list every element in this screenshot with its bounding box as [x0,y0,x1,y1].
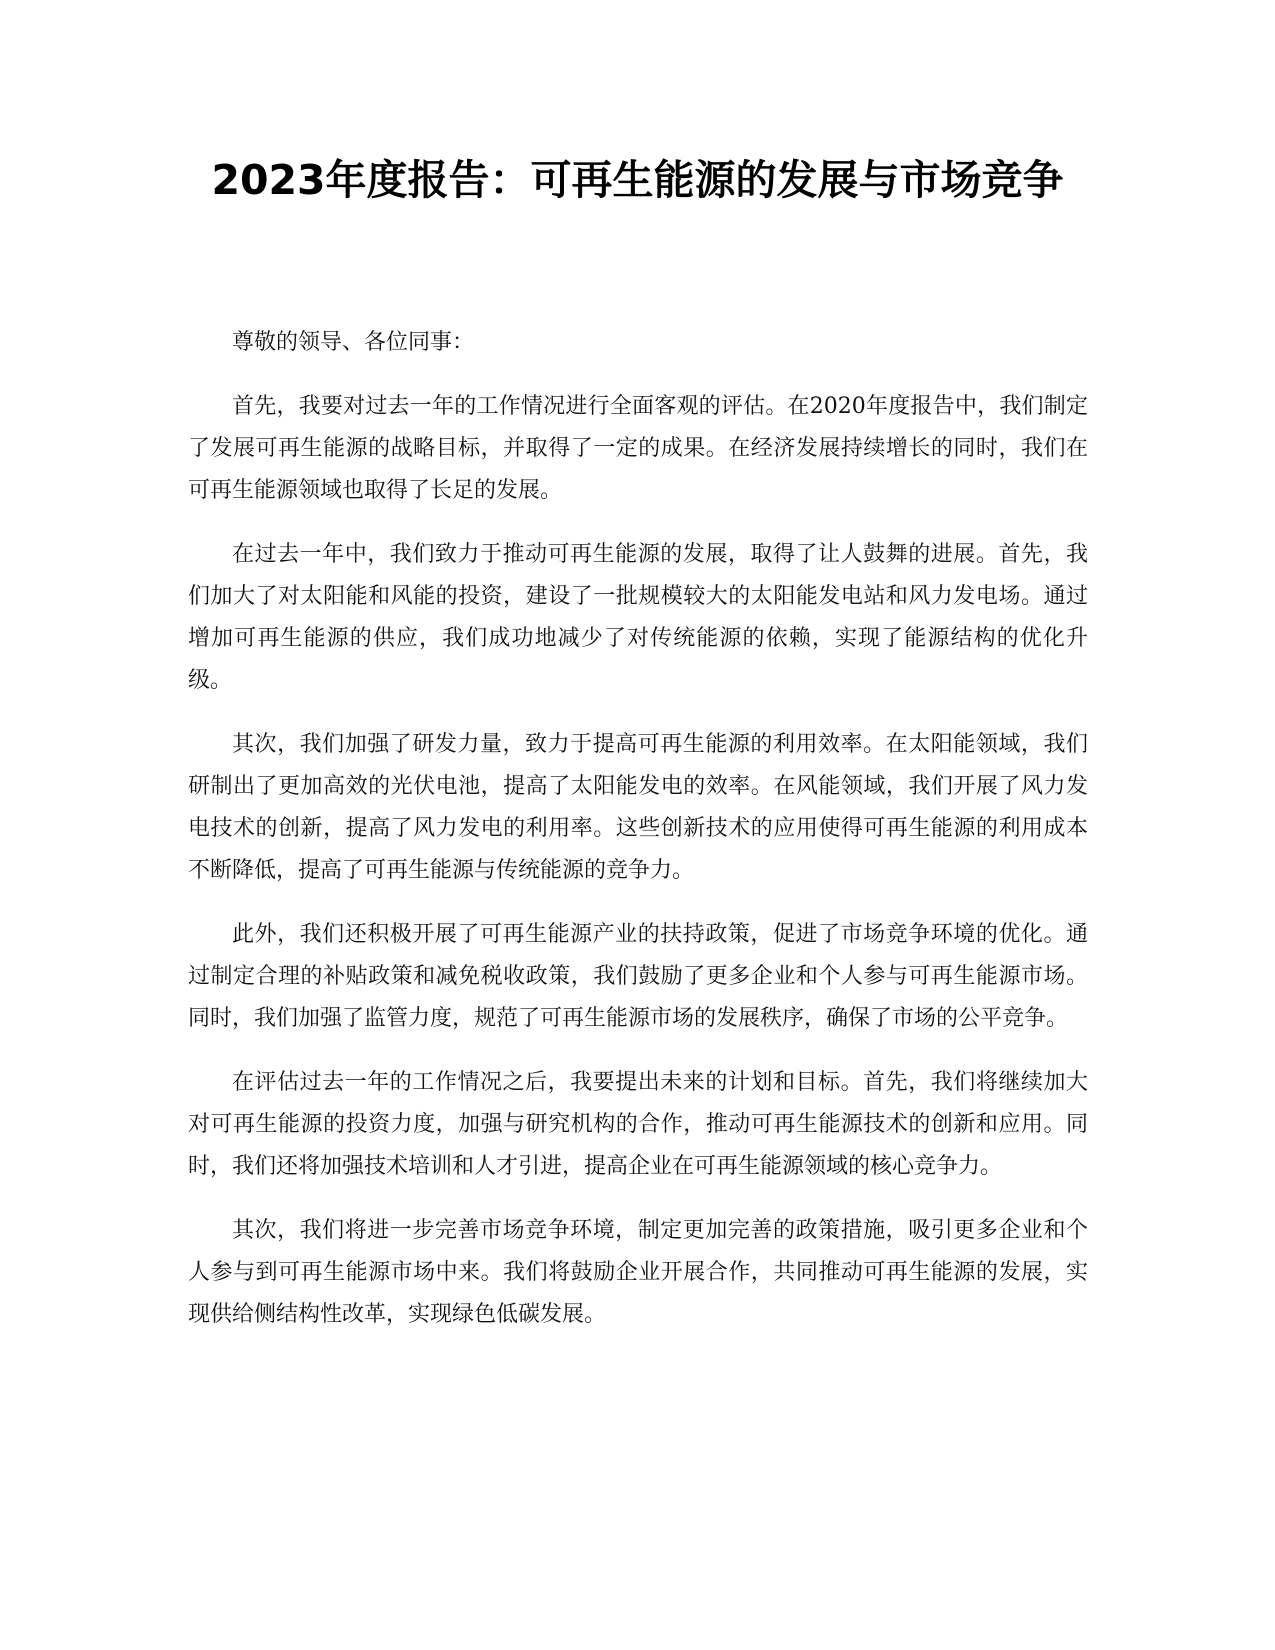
document-title: 2023年度报告：可再生能源的发展与市场竞争 [211,156,1064,204]
paragraph: 其次，我们加强了研发力量，致力于提高可再生能源的利用效率。在太阳能领域，我们研制出了更加高效的光伏电池，提高了太阳能发电的效率。在风能领域，我们开展了风力发电技术的创新，提高了风力发电的利用率。这些创新技术的应用使得可再生能源的利用成本不断降低，提高了可再生能源与传统能源的竞争力。 [188,732,1088,883]
paragraph: 在评估过去一年的工作情况之后，我要提出未来的计划和目标。首先，我们将继续加大对可再生能源的投资力度，加强与研究机构的合作，推动可再生能源技术的创新和应用。同时，我们还将加强技术培训和人才引进，提高企业在可再生能源领域的核心竞争力。 [188,1070,1088,1179]
paragraph: 在过去一年中，我们致力于推动可再生能源的发展，取得了让人鼓舞的进展。首先，我们加大了对太阳能和风能的投资，建设了一批规模较大的太阳能发电站和风力发电场。通过增加可再生能源的供应，我们成功地减少了对传统能源的依赖，实现了能源结构的优化升级。 [188,542,1088,693]
document-body [188,322,1088,1358]
salutation: 尊敬的领导、各位同事： [232,330,475,355]
paragraph: 首先，我要对过去一年的工作情况进行全面客观的评估。在2020年度报告中，我们制定了发展可再生能源的战略目标，并取得了一定的成果。在经济发展持续增长的同时，我们在可再生能源领域也取得了长足的发展。 [188,394,1088,503]
paragraph: 此外，我们还积极开展了可再生能源产业的扶持政策，促进了市场竞争环境的优化。通过制定合理的补贴政策和减免税收政策，我们鼓励了更多企业和个人参与可再生能源市场。同时，我们加强了监管力度，规范了可再生能源市场的发展秩序，确保了市场的公平竞争。 [188,922,1088,1031]
paragraph: 其次，我们将进一步完善市场竞争环境，制定更加完善的政策措施，吸引更多企业和个人参与到可再生能源市场中来。我们将鼓励企业开展合作，共同推动可再生能源的发展，实现供给侧结构性改革，实现绿色低碳发展。 [188,1218,1088,1327]
